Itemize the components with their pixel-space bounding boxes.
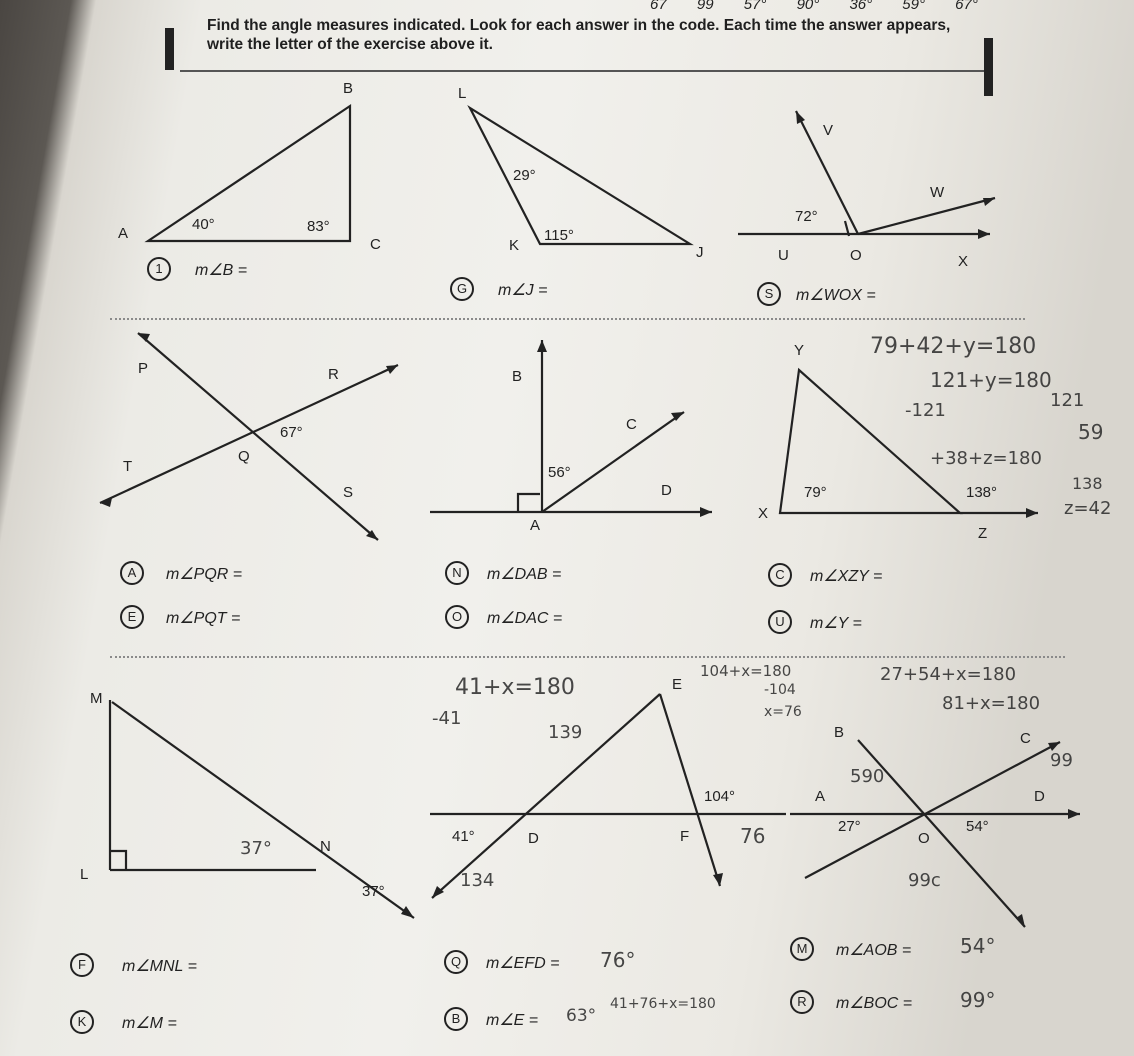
handwritten-work: 590 (850, 766, 885, 787)
handwritten-work: x=76 (764, 704, 802, 720)
vertex-label-d: D (528, 830, 539, 847)
exercise-circle: F (70, 953, 94, 977)
handwritten-work: 99 (1050, 750, 1073, 771)
code-value: 67 (650, 0, 667, 13)
code-value: 90° (796, 0, 820, 13)
exercise-text: m∠EFD = (486, 955, 560, 972)
handwritten-work: 79+42+y=180 (870, 334, 1037, 359)
handwritten-work: -41 (432, 708, 462, 729)
angle-label: 79° (804, 484, 827, 501)
vertex-label-c: C (626, 416, 637, 433)
line-tr (100, 365, 398, 503)
handwritten-work: 41+76+x=180 (610, 996, 716, 1012)
exercise-text: m∠Y = (810, 615, 862, 632)
vertex-label-w: W (930, 184, 945, 201)
triangle-lkj (470, 108, 690, 244)
handwritten-work: 41+x=180 (455, 675, 575, 700)
handwritten-work: 27+54+x=180 (880, 664, 1017, 685)
vertex-label-l: L (80, 866, 89, 883)
code-value: 57° (743, 0, 767, 13)
vertex-label-x: X (958, 253, 969, 270)
ray-ow (858, 198, 995, 234)
handwritten-work: -121 (905, 400, 946, 421)
code-value: 67° (955, 0, 978, 13)
handwritten-work: 121+y=180 (930, 368, 1052, 392)
vertex-label-d: D (661, 482, 672, 499)
handwritten-work: 139 (548, 722, 583, 743)
vertex-label-c: C (1020, 730, 1031, 747)
exercise-circle: A (120, 561, 144, 585)
angle-label: 104° (704, 788, 736, 805)
exercise-circle: 1 (147, 257, 171, 281)
exercise-circle: U (768, 610, 792, 634)
vertex-label-a: A (530, 517, 541, 534)
handwritten-answer: 63° (566, 1006, 597, 1026)
vertex-label-o: O (918, 830, 930, 847)
angle-label: 83° (307, 218, 330, 235)
vertex-label-a: A (815, 788, 826, 805)
angle-label: 27° (838, 818, 861, 835)
code-value: 59° (902, 0, 925, 13)
exercise-circle: K (70, 1010, 94, 1034)
angle-label: 54° (966, 818, 989, 835)
handwritten-work: 99c (908, 870, 941, 891)
right-angle-mark (518, 494, 540, 512)
angle-label: 138° (966, 484, 998, 501)
vertex-label-l: L (458, 85, 467, 102)
exercise-text: m∠PQR = (166, 566, 243, 583)
handwritten-work: 138 (1072, 474, 1103, 493)
handwritten-work: 104+x=180 (700, 662, 792, 680)
handwritten-work: -104 (764, 682, 796, 698)
exercise-circle: M (790, 937, 814, 961)
handwritten-work: z=42 (1064, 498, 1112, 519)
vertex-label-v: V (823, 122, 834, 139)
exercise-text: m∠M = (122, 1015, 177, 1032)
vertex-label-u: U (778, 247, 789, 264)
exercise-circle: R (790, 990, 814, 1014)
vertex-label-t: T (123, 458, 133, 475)
instructions-text: Find the angle measures indicated. Look for each answer in the code. Each time the answer appears, write the letter of the exercise above it. (207, 17, 951, 53)
vertex-label-z: Z (978, 525, 988, 542)
vertex-label-a: A (118, 225, 129, 242)
angle-label: 29° (513, 167, 536, 184)
angle-label: 72° (795, 208, 818, 225)
angle-label: 40° (192, 216, 215, 233)
handwritten-work: 76 (740, 824, 766, 848)
exercise-circle: N (445, 561, 469, 585)
handwritten-answer: 76° (600, 948, 636, 972)
angle-label: 37° (362, 883, 385, 900)
angle-label: 41° (452, 828, 475, 845)
vertex-label-q: Q (238, 448, 250, 465)
angle-label: 67° (280, 424, 303, 441)
vertex-label-b: B (512, 368, 523, 385)
exercise-circle: S (757, 282, 781, 306)
vertex-label-n: N (320, 838, 331, 855)
handwritten-work: 37° (240, 838, 272, 859)
exercise-text: m∠PQT = (166, 610, 241, 627)
code-value: 99 (696, 0, 714, 13)
vertex-label-m: M (90, 690, 103, 707)
handwritten-answer: 54° (960, 934, 996, 958)
exercise-text: m∠E = (486, 1012, 539, 1029)
exercise-text: m∠MNL = (122, 958, 197, 975)
exercise-text: m∠DAC = (487, 610, 563, 627)
angle-label: 115° (544, 227, 574, 244)
exercise-text: m∠BOC = (836, 995, 913, 1012)
exercise-circle: O (445, 605, 469, 629)
vertex-label-p: P (138, 360, 149, 377)
exercise-circle: G (450, 277, 474, 301)
handwritten-work: 81+x=180 (942, 693, 1041, 714)
handwritten-work: 121 (1050, 390, 1085, 411)
handwritten-work: 59 (1078, 420, 1104, 444)
handwritten-work: 134 (460, 870, 495, 891)
vertex-label-x: X (758, 505, 769, 522)
vertex-label-f: F (680, 828, 690, 845)
vertex-label-d: D (1034, 788, 1045, 805)
code-value: 36° (849, 0, 873, 13)
exercise-circle: C (768, 563, 792, 587)
angle-label: 56° (548, 464, 571, 481)
exercise-text: m∠DAB = (487, 566, 562, 583)
vertex-label-e: E (672, 676, 683, 693)
vertex-label-y: Y (794, 342, 805, 359)
handwritten-work: +38+z=180 (930, 448, 1042, 469)
exercise-text: m∠B = (195, 262, 248, 279)
exercise-circle: B (444, 1007, 468, 1031)
exercise-text: m∠J = (498, 282, 548, 299)
vertex-label-k: K (509, 237, 520, 254)
line-ps (138, 333, 378, 540)
exercise-circle: E (120, 605, 144, 629)
vertex-label-r: R (328, 366, 339, 383)
vertex-label-s: S (343, 484, 354, 501)
exercise-text: m∠WOX = (796, 287, 876, 304)
handwritten-answer: 99° (960, 988, 996, 1012)
vertex-label-b: B (834, 724, 845, 741)
exercise-circle: Q (444, 950, 468, 974)
vertex-label-o: O (850, 247, 862, 264)
vertex-label-b: B (343, 80, 354, 97)
line-oc (805, 742, 1060, 878)
vertex-label-j: J (696, 244, 704, 261)
vertex-label-c: C (370, 236, 381, 253)
right-angle-mark (110, 851, 126, 870)
exercise-text: m∠AOB = (836, 942, 912, 959)
line-de (432, 694, 660, 898)
exercise-text: m∠XZY = (810, 568, 883, 585)
